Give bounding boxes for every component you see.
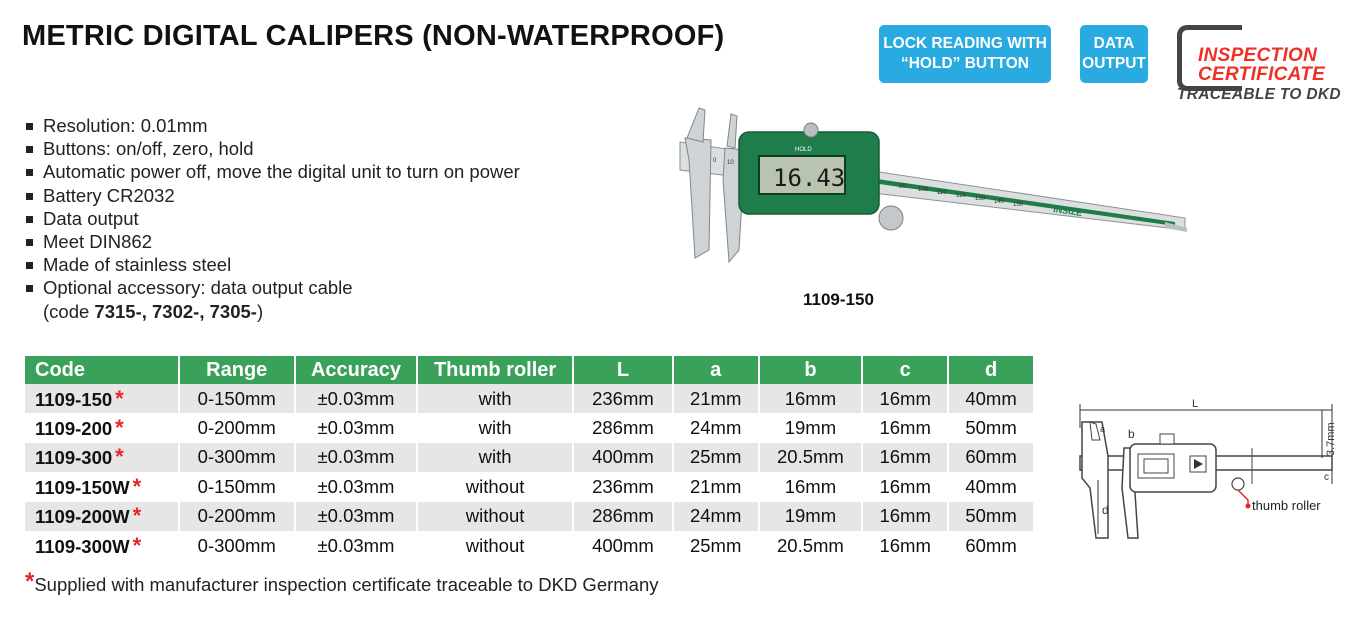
caliper-brand-logo: INSIZE bbox=[1052, 204, 1083, 219]
scale-number: 130 bbox=[975, 196, 986, 202]
scale-number: 140 bbox=[994, 199, 1005, 205]
dimension-label-b: b bbox=[1128, 427, 1135, 441]
cell-c: 16mm bbox=[862, 502, 948, 531]
header-c: c bbox=[862, 356, 948, 384]
cell-range: 0-200mm bbox=[179, 413, 295, 442]
table-row bbox=[25, 502, 1034, 531]
cell-l: 400mm bbox=[573, 443, 673, 472]
header-l: L bbox=[573, 356, 673, 384]
product-model-label: 1109-150 bbox=[803, 290, 874, 309]
header-range: Range bbox=[179, 356, 295, 384]
caliper-product-image bbox=[665, 100, 1195, 270]
scale-number: 0 bbox=[713, 158, 717, 164]
feature-item: Automatic power off, move the digital unit to turn on power bbox=[26, 160, 520, 183]
caliper-upper-jaw bbox=[687, 108, 705, 142]
cell-code bbox=[25, 384, 179, 413]
caliper-dimension-diagram bbox=[1072, 388, 1344, 548]
certificate-star: * bbox=[115, 385, 124, 411]
hold-badge-line2: “HOLD” BUTTON bbox=[900, 55, 1029, 72]
cell-b: 19mm bbox=[759, 413, 863, 442]
cell-d: 60mm bbox=[948, 443, 1034, 472]
certificate-line2: CERTIFICATE bbox=[1198, 64, 1326, 85]
cell-range: 0-300mm bbox=[179, 443, 295, 472]
caliper-thumb-roller bbox=[879, 206, 903, 230]
cell-accuracy: ±0.03mm bbox=[295, 413, 417, 442]
dimension-label-d: d bbox=[1102, 503, 1109, 517]
cell-accuracy: ±0.03mm bbox=[295, 443, 417, 472]
page-title: METRIC DIGITAL CALIPERS (NON-WATERPROOF) bbox=[22, 20, 725, 52]
certificate-star: * bbox=[132, 473, 142, 499]
cell-c: 16mm bbox=[862, 413, 948, 442]
cell-l: 400mm bbox=[573, 531, 673, 560]
header-b: b bbox=[759, 356, 863, 384]
cell-accuracy: ±0.03mm bbox=[295, 531, 417, 560]
accessory-code-line bbox=[26, 300, 520, 323]
scale-number: 120 bbox=[956, 193, 967, 199]
header-a: a bbox=[673, 356, 759, 384]
cell-b: 16mm bbox=[759, 384, 863, 413]
cell-thumb-roller: with bbox=[417, 384, 573, 413]
thumb-roller-label: thumb roller bbox=[1252, 498, 1321, 513]
feature-item: Optional accessory: data output cable bbox=[26, 276, 520, 299]
cell-d: 40mm bbox=[948, 384, 1034, 413]
code-value: 1109-300W bbox=[35, 535, 130, 557]
cell-range: 0-150mm bbox=[179, 384, 295, 413]
cell-code bbox=[25, 413, 179, 442]
footnote-star: * bbox=[25, 568, 35, 595]
dimension-label-l: L bbox=[1192, 398, 1199, 410]
table-row bbox=[25, 472, 1034, 501]
feature-item: Meet DIN862 bbox=[26, 230, 520, 253]
table-row bbox=[25, 443, 1034, 472]
cell-accuracy: ±0.03mm bbox=[295, 502, 417, 531]
header-code: Code bbox=[25, 356, 179, 384]
code-value: 1109-300 bbox=[35, 447, 113, 469]
cell-b: 16mm bbox=[759, 472, 863, 501]
spec-table bbox=[25, 356, 1035, 560]
scale-number: 90 bbox=[899, 184, 906, 190]
cell-a: 24mm bbox=[673, 413, 759, 442]
certificate-star: * bbox=[132, 503, 142, 529]
cell-b: 20.5mm bbox=[759, 443, 863, 472]
cell-b: 20.5mm bbox=[759, 531, 863, 560]
code-value: 1109-200W bbox=[35, 506, 130, 528]
cell-code bbox=[25, 472, 179, 501]
cell-a: 21mm bbox=[673, 384, 759, 413]
scale-number: 10 bbox=[727, 160, 734, 166]
cell-d: 50mm bbox=[948, 413, 1034, 442]
accessory-code-prefix: (code bbox=[43, 300, 95, 322]
feature-item: Data output bbox=[26, 207, 520, 230]
cell-d: 50mm bbox=[948, 502, 1034, 531]
cell-l: 236mm bbox=[573, 384, 673, 413]
cell-l: 286mm bbox=[573, 413, 673, 442]
feature-item: Battery CR2032 bbox=[26, 184, 520, 207]
footnote bbox=[25, 568, 659, 602]
header-thumb-roller: Thumb roller bbox=[417, 356, 573, 384]
footnote-text: Supplied with manufacturer inspection certificate traceable to DKD Germany bbox=[34, 574, 659, 595]
cell-a: 24mm bbox=[673, 502, 759, 531]
cell-l: 286mm bbox=[573, 502, 673, 531]
header-accuracy: Accuracy bbox=[295, 356, 417, 384]
data-output-badge bbox=[1080, 25, 1148, 83]
certificate-star: * bbox=[115, 444, 124, 470]
certificate-logo bbox=[1198, 46, 1325, 84]
cell-c: 16mm bbox=[862, 472, 948, 501]
cell-range: 0-200mm bbox=[179, 502, 295, 531]
cell-thumb-roller: without bbox=[417, 502, 573, 531]
cell-d: 40mm bbox=[948, 472, 1034, 501]
cell-thumb-roller: with bbox=[417, 443, 573, 472]
certificate-subtitle: TRACEABLE TO DKD bbox=[1177, 86, 1341, 103]
cell-code bbox=[25, 443, 179, 472]
accessory-code-suffix: ) bbox=[256, 300, 264, 322]
cell-accuracy: ±0.03mm bbox=[295, 472, 417, 501]
dimension-label-height: 3.7mm bbox=[1325, 422, 1337, 456]
feature-item: Made of stainless steel bbox=[26, 253, 520, 276]
header-d: d bbox=[948, 356, 1034, 384]
cell-l: 236mm bbox=[573, 472, 673, 501]
cell-thumb-roller: with bbox=[417, 413, 573, 442]
code-value: 1109-150 bbox=[35, 388, 113, 410]
cell-b: 19mm bbox=[759, 502, 863, 531]
scale-number: 100 bbox=[918, 187, 929, 193]
cell-c: 16mm bbox=[862, 443, 948, 472]
cell-range: 0-150mm bbox=[179, 472, 295, 501]
cell-a: 25mm bbox=[673, 531, 759, 560]
certificate-star: * bbox=[115, 415, 124, 441]
caliper-lcd-tag: HOLD bbox=[795, 147, 812, 153]
dimension-label-a: a bbox=[1100, 424, 1106, 434]
cell-d: 60mm bbox=[948, 531, 1034, 560]
hold-feature-badge bbox=[879, 25, 1051, 83]
cell-thumb-roller: without bbox=[417, 472, 573, 501]
scale-number: 150 bbox=[1013, 202, 1024, 208]
cell-accuracy: ±0.03mm bbox=[295, 384, 417, 413]
feature-list bbox=[26, 114, 520, 323]
code-value: 1109-150W bbox=[35, 476, 130, 498]
cell-thumb-roller: without bbox=[417, 531, 573, 560]
accessory-codes: 7315-, 7302-, 7305- bbox=[94, 300, 257, 322]
table-row bbox=[25, 384, 1034, 413]
data-badge-line1: DATA bbox=[1093, 35, 1135, 52]
diagram-thumb-roller bbox=[1232, 478, 1244, 490]
caliper-top-knob bbox=[804, 123, 818, 137]
feature-item: Resolution: 0.01mm bbox=[26, 114, 520, 137]
cell-a: 21mm bbox=[673, 472, 759, 501]
caliper-fixed-jaw bbox=[685, 138, 711, 258]
caliper-lcd-reading: 16.43 bbox=[773, 164, 846, 192]
data-badge-line2: OUTPUT bbox=[1082, 55, 1146, 72]
table-header-row bbox=[25, 356, 1034, 384]
scale-number: 110 bbox=[937, 190, 947, 196]
cell-range: 0-300mm bbox=[179, 531, 295, 560]
certificate-line1: INSPECTION bbox=[1198, 45, 1318, 66]
cell-c: 16mm bbox=[862, 384, 948, 413]
cell-code bbox=[25, 531, 179, 560]
cell-a: 25mm bbox=[673, 443, 759, 472]
hold-badge-line1: LOCK READING WITH bbox=[883, 35, 1047, 52]
dimension-label-c: c bbox=[1324, 472, 1329, 483]
table-row bbox=[25, 413, 1034, 442]
feature-item: Buttons: on/off, zero, hold bbox=[26, 137, 520, 160]
code-value: 1109-200 bbox=[35, 418, 113, 440]
cell-c: 16mm bbox=[862, 531, 948, 560]
certificate-star: * bbox=[132, 532, 142, 558]
cell-code bbox=[25, 502, 179, 531]
table-row bbox=[25, 531, 1034, 560]
